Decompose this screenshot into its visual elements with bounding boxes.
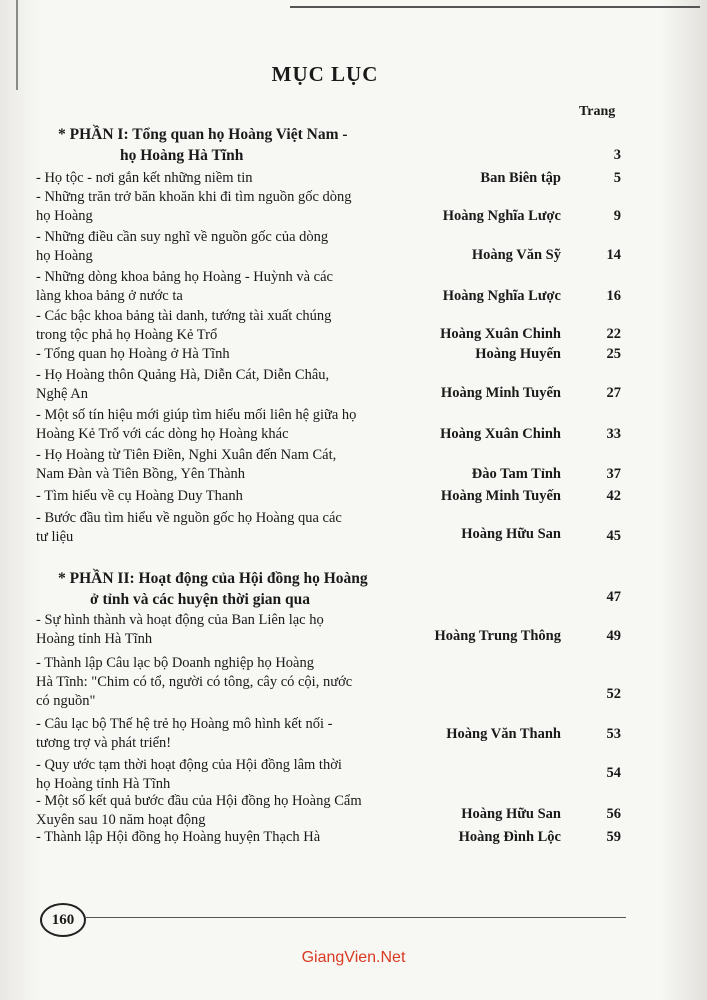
footer-page-number: 160	[40, 903, 86, 937]
entry-title: - Một số tín hiệu mới giúp tìm hiểu mối liên hệ giữa họ	[36, 407, 357, 423]
entry-author: Hoàng Huyến	[475, 346, 561, 362]
entry-page-number: 42	[606, 488, 621, 504]
toc-entry	[36, 307, 621, 345]
entry-page-number: 5	[613, 170, 621, 186]
section-heading-line1: * PHẦN II: Hoạt động của Hội đồng họ Hoàng	[58, 570, 368, 587]
watermark: GiangVien.Net	[301, 949, 406, 966]
page-title: MỤC LỤC	[271, 62, 379, 86]
section-page-number: 3	[613, 147, 621, 163]
section-heading-part-2	[58, 568, 438, 610]
entry-page-number: 56	[606, 806, 621, 822]
top-rule	[290, 0, 700, 8]
entry-author: Hoàng Đình Lộc	[458, 829, 561, 845]
entry-page-number: 25	[606, 346, 621, 362]
entry-page-number: 9	[613, 208, 621, 224]
entry-title: - Quy ước tạm thời hoạt động của Hội đồng lâm thời	[36, 757, 342, 773]
entry-title-line2: tương trợ và phát triển!	[36, 735, 172, 751]
entry-page-number: 27	[606, 385, 621, 401]
entry-title-line2: trong tộc phả họ Hoàng Kẻ Trổ	[36, 327, 218, 343]
entry-page-number: 37	[606, 466, 621, 482]
entry-page-number: 49	[606, 628, 621, 644]
toc-entry	[36, 366, 621, 404]
entry-title: - Sự hình thành và hoạt động của Ban Liên lạc họ	[36, 612, 324, 628]
entry-title: - Thành lập Câu lạc bộ Doanh nghiệp họ Hoàng	[36, 655, 314, 671]
entry-author: Đào Tam Tỉnh	[471, 466, 561, 482]
entry-page-number: 53	[606, 726, 621, 742]
entry-title: - Họ tộc - nơi gắn kết những niềm tin	[36, 170, 253, 186]
entry-title-line2: Nam Đàn và Tiên Bồng, Yên Thành	[36, 466, 246, 482]
entry-title: - Thành lập Hội đồng họ Hoàng huyện Thạch Hà	[36, 829, 321, 845]
entry-title-line2: tư liệu	[36, 529, 74, 545]
entry-title-line2: Hoàng Kẻ Trổ với các dòng họ Hoàng khác	[36, 426, 289, 442]
toc-entry	[36, 169, 621, 188]
toc-entry	[36, 406, 621, 444]
toc-entry	[36, 792, 621, 830]
entry-title: - Câu lạc bộ Thế hệ trẻ họ Hoàng mô hình kết nối -	[36, 716, 333, 732]
entry-author: Hoàng Nghĩa Lược	[442, 208, 561, 224]
entry-title-line2: làng khoa bảng ở nước ta	[36, 288, 183, 304]
entry-author: Hoàng Minh Tuyến	[440, 385, 561, 401]
section-heading-line2: họ Hoàng Hà Tĩnh	[120, 147, 244, 164]
entry-author: Hoàng Hữu San	[461, 806, 561, 822]
entry-author: Ban Biên tập	[480, 170, 561, 186]
toc-entry	[36, 715, 621, 753]
entry-title-line2: Hà Tĩnh: "Chim có tổ, người có tông, cây có cội, nước	[36, 674, 353, 690]
toc-entry	[36, 509, 621, 547]
toc-entry	[36, 228, 621, 266]
toc-entry	[36, 345, 621, 364]
entry-page-number: 16	[606, 288, 621, 304]
toc-entry	[36, 487, 621, 506]
footer-rule	[86, 917, 626, 918]
entry-page-number: 59	[606, 829, 621, 845]
section-heading-part-1	[58, 124, 408, 166]
entry-title: - Tìm hiểu về cụ Hoàng Duy Thanh	[36, 488, 243, 504]
entry-page-number: 45	[606, 528, 621, 544]
entry-title-line2: họ Hoàng	[36, 248, 93, 264]
entry-title: - Tổng quan họ Hoàng ở Hà Tĩnh	[36, 346, 230, 362]
entry-title-line2: họ Hoàng tỉnh Hà Tĩnh	[36, 776, 171, 792]
entry-author: Hoàng Văn Thanh	[446, 726, 561, 742]
section-heading-line1: * PHẦN I: Tổng quan họ Hoàng Việt Nam -	[58, 126, 348, 143]
toc-entry	[36, 446, 621, 484]
entry-page-number: 22	[606, 326, 621, 342]
entry-page-number: 52	[606, 686, 621, 702]
entry-page-number: 33	[606, 426, 621, 442]
entry-title: - Các bậc khoa bảng tài danh, tướng tài xuất chúng	[36, 308, 332, 324]
entry-title: - Một số kết quả bước đầu của Hội đồng họ Hoàng Cẩm	[36, 793, 362, 809]
entry-title: - Họ Hoàng thôn Quảng Hà, Diễn Cát, Diễn Châu,	[36, 367, 330, 383]
entry-title: - Những dòng khoa bảng họ Hoàng - Huỳnh và các	[36, 269, 333, 285]
entry-title-line2: họ Hoàng	[36, 208, 93, 224]
section-heading-line2: ở tỉnh và các huyện thời gian qua	[90, 591, 311, 608]
page-column-header: Trang	[579, 104, 616, 119]
entry-author: Hoàng Xuân Chinh	[440, 426, 561, 442]
entry-title-line2: Xuyên sau 10 năm hoạt động	[36, 812, 206, 828]
toc-entry	[36, 188, 621, 226]
entry-author: Hoàng Trung Thông	[434, 628, 561, 644]
toc-entry	[36, 828, 621, 847]
entry-page-number: 54	[606, 765, 621, 781]
entry-title: - Họ Hoàng từ Tiên Điền, Nghi Xuân đến Nam Cát,	[36, 447, 337, 463]
entry-author: Hoàng Hữu San	[461, 526, 561, 542]
entry-title: - Những điều cần suy nghĩ về nguồn gốc của dòng	[36, 229, 329, 245]
entry-title: - Bước đầu tìm hiểu về nguồn gốc họ Hoàng qua các	[36, 510, 342, 526]
section-page-number: 47	[606, 589, 621, 605]
entry-title-line2: Nghệ An	[36, 386, 88, 402]
toc-entry	[36, 756, 621, 794]
toc-entry	[36, 268, 621, 306]
entry-title: - Những trăn trở băn khoăn khi đi tìm nguồn gốc dòng	[36, 189, 352, 205]
entry-page-number: 14	[606, 247, 621, 263]
toc-entry	[36, 654, 621, 711]
entry-author: Hoàng Minh Tuyến	[440, 488, 561, 504]
entry-author: Hoàng Nghĩa Lược	[442, 288, 561, 304]
entry-title-line2: Hoàng tỉnh Hà Tĩnh	[36, 631, 153, 647]
entry-title-line3: có nguồn"	[36, 693, 96, 709]
entry-author: Hoàng Văn Sỹ	[471, 247, 561, 263]
entry-author: Hoàng Xuân Chinh	[440, 326, 561, 342]
toc-entry	[36, 611, 621, 649]
